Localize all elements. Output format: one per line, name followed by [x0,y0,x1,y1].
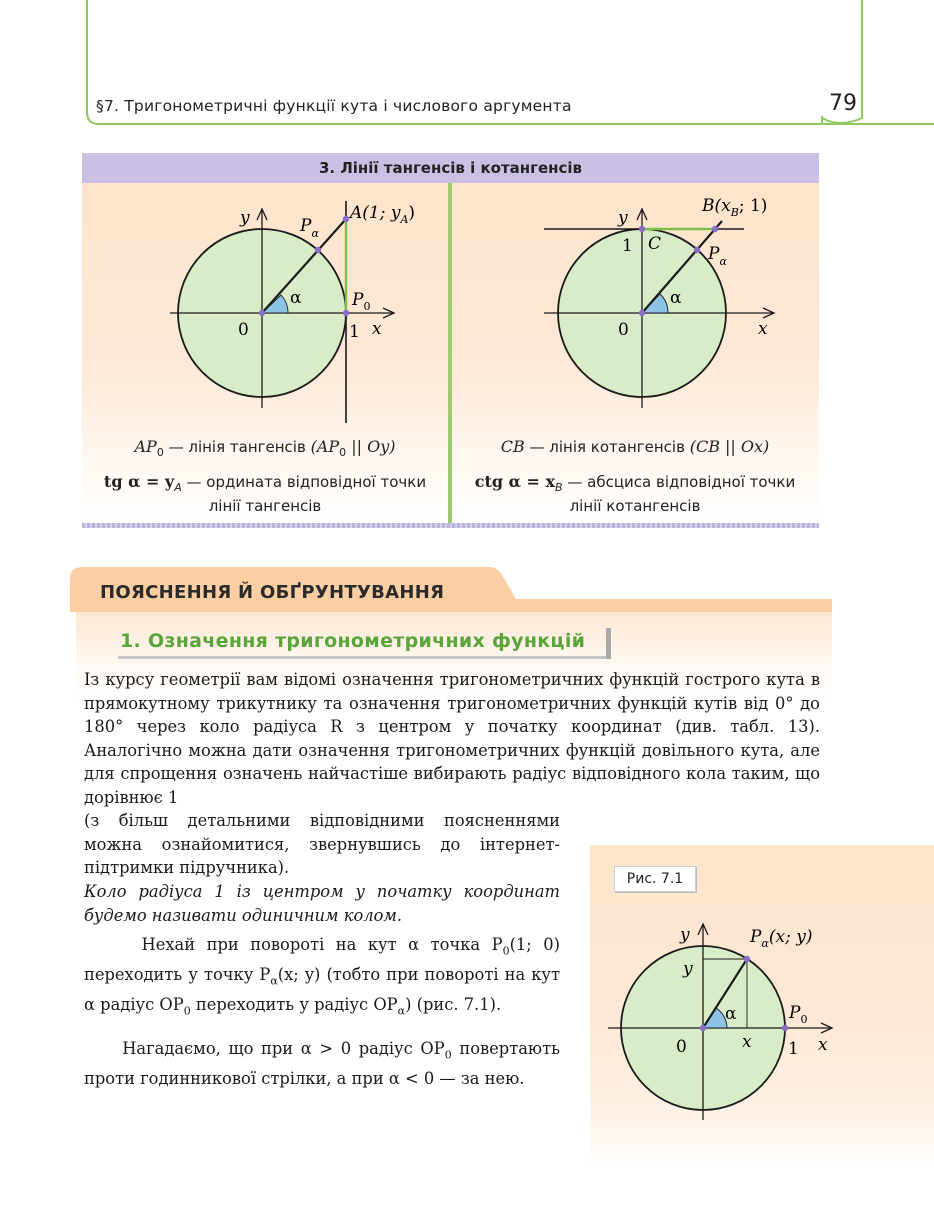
a-point [343,216,349,222]
table-bottom-border [82,523,819,528]
alpha-label: α [290,288,302,308]
subsection-underline [118,656,610,659]
cotangent-caption-line3: лінії котангенсів [569,497,701,515]
alpha-label: α [670,288,682,308]
subsection-bar [606,628,611,659]
paragraph-intro-continued: (з більш детальними відповідними поясненнями можна ознайомитися, звернувшись до інтернет-підтримки підручника). [84,811,560,877]
p0-label: $P_0$ [789,1003,808,1026]
one-label: 1 [349,322,360,342]
origin-label: 0 [618,320,629,340]
paragraph-unit-circle-definition: Коло радіуса 1 із центром у початку координат будемо називати одиничним колом. [84,882,560,925]
subsection-title: 1. Означення тригонометричних функцій [120,630,586,652]
origin-label: 0 [238,320,249,340]
one-label: 1 [622,236,633,256]
p-alpha-label: $P_\alpha$ [300,216,319,240]
origin-label: 0 [676,1037,687,1057]
origin-point [700,1025,706,1031]
header-frame [0,0,934,140]
alpha-label: α [725,1004,737,1024]
origin-point [259,310,265,316]
x-coordinate-label: x [742,1032,752,1052]
x-axis-label: x [372,319,382,339]
one-label: 1 [788,1039,799,1059]
cotangent-caption-line2: ctg $\alpha = x_B$ — абсциса відповідної точки [474,472,796,494]
tangent-caption-line3: лінії тангенсів [208,497,322,515]
x-axis-label: x [758,319,768,339]
x-axis-label: x [818,1035,828,1055]
b-point [712,226,718,232]
cotangent-caption-line1: CB — лінія котангенсів (CB || Ox) [500,437,770,456]
p-alpha-point [315,247,321,253]
tangent-caption-line1: $AP_0$ — лінія тангенсів ($AP_0$ || Oy) [134,437,396,459]
section-title: ПОЯСНЕННЯ Й ОБҐРУНТУВАННЯ [100,582,445,603]
paragraph-direction: Нагадаємо, що при α > 0 радіус $OP_0$ повертають проти годинникової стрілки, а при α < 0 — за нею. [84,1039,560,1088]
p0-point [782,1025,788,1031]
paragraph-intro: Із курсу геометрії вам відомі означення тригонометричних функцій гострого кута в прямокутному трикутнику та означення тригонометричних функцій кутів від 0° до 180° через коло радіуса R з центром у початку координат (див. табл. 13). Аналогічно можна дати означення тригонометричних функцій довільного кута, але для спрощення означень найчастіше вибирають радіус відповідного кола таким, що дорівнює 1 [84,670,820,807]
p0-point [343,310,349,316]
c-point [639,226,645,232]
p0-label: $P_0$ [352,290,371,313]
paragraph-rotation: Нехай при повороті на кут α точка $P_0(1$; 0) переходить у точку $P_\alpha(x$; y) (тобто при повороті на кут α радіус $OP_0$ переходить у радіус $OP_\alpha$) (рис. 7.1). [84,935,560,1017]
tangent-line-diagram [82,183,448,443]
p-alpha-point [694,247,700,253]
y-axis-label: y [240,208,250,228]
cotangent-line-diagram [452,183,819,443]
page-number: 79 [829,91,857,116]
p-alpha-point [744,956,750,962]
y-axis-label: y [618,208,628,228]
figure-7-1-diagram [590,900,934,1160]
p-alpha-label: $P_\alpha(x$; y) [750,927,813,950]
tangent-caption-line2: tg $\alpha = y_A$ — ордината відповідної точки [103,472,427,494]
running-header: §7. Тригонометричні функції кута і числового аргумента [96,97,572,115]
c-label: C [648,234,662,254]
table-title: 3. Лінії тангенсів і котангенсів [82,153,819,183]
origin-point [639,310,645,316]
a-point-label: A(1; $y_A$) [350,203,416,226]
b-point-label: $B(x_B$; 1) [702,196,768,219]
y-axis-label: y [680,925,690,945]
p-alpha-label: $P_\alpha$ [708,244,727,268]
figure-label: Рис. 7.1 [614,866,696,892]
y-coordinate-label: y [683,959,693,979]
summary-table [82,153,819,531]
